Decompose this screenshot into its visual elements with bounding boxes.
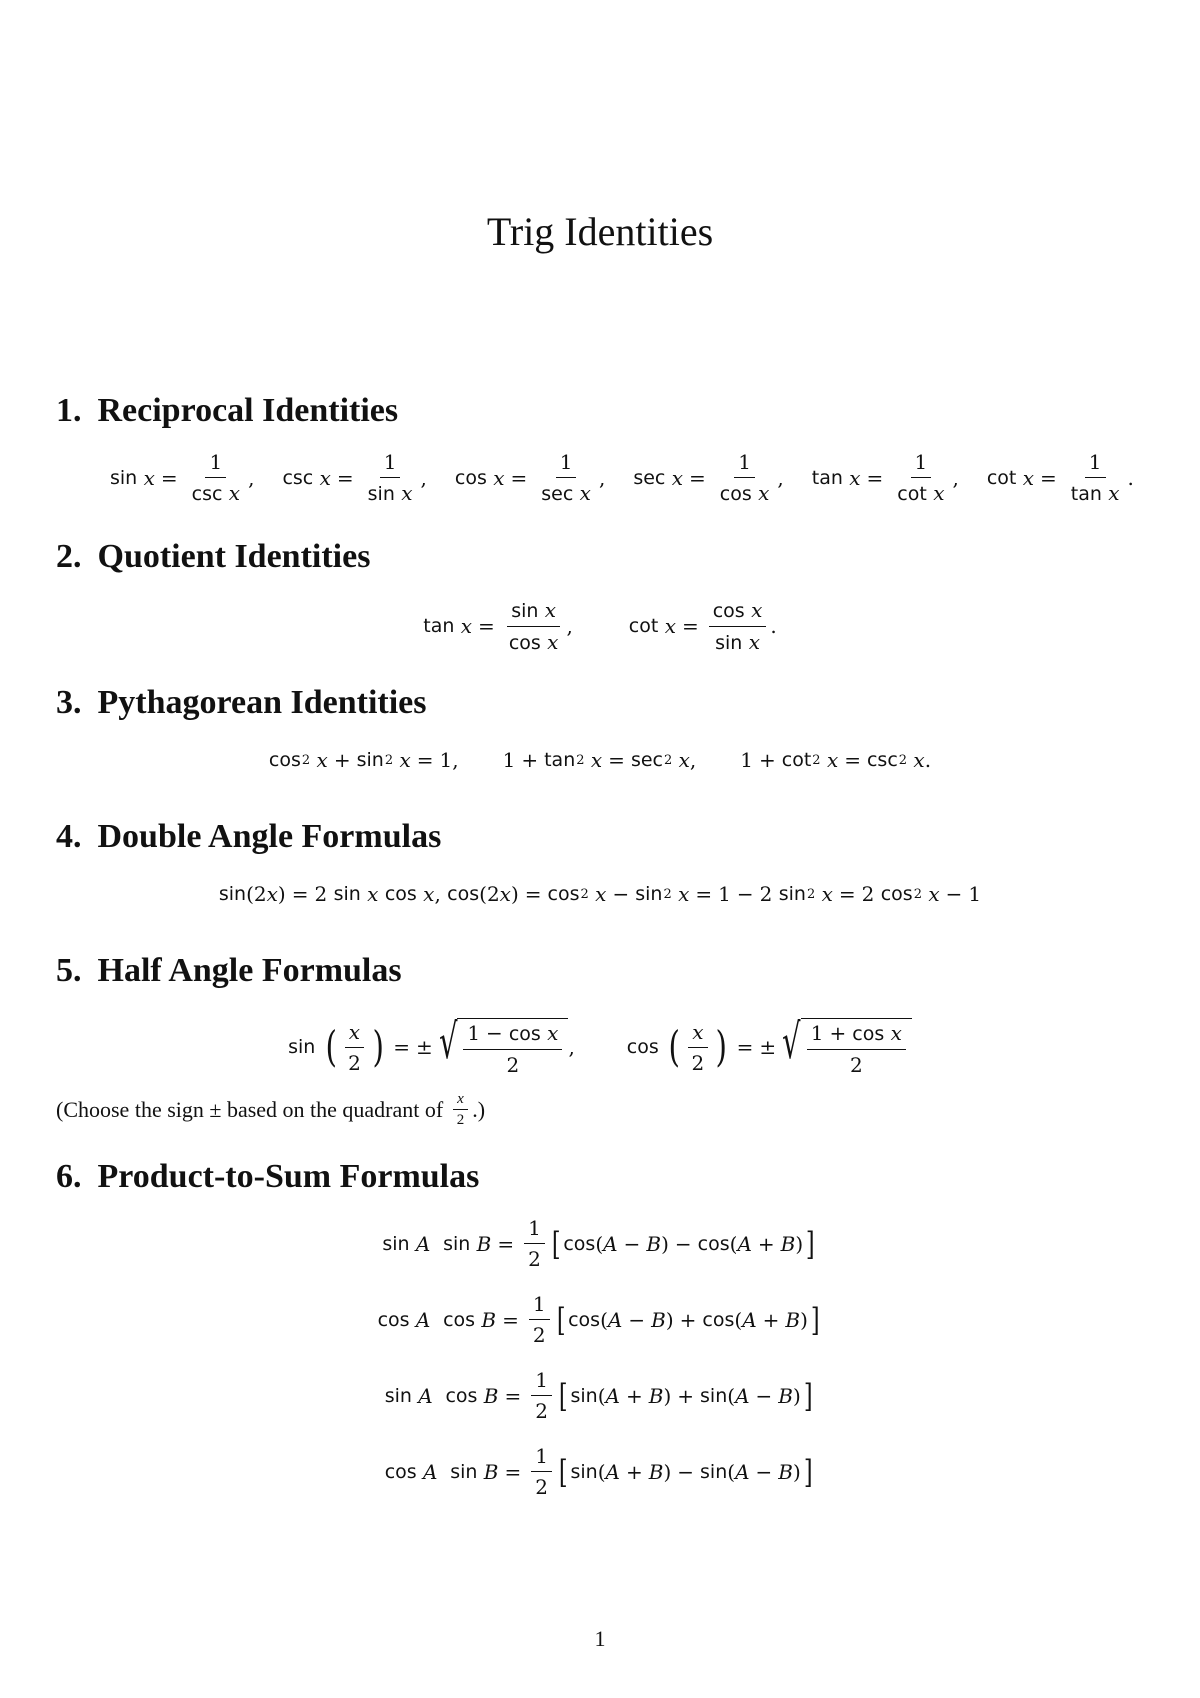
section-heading-half-angle	[56, 952, 402, 990]
page-title: Trig Identities	[486, 209, 714, 254]
section-title: Double Angle Formulas	[97, 818, 442, 855]
section-heading-product-to-sum	[56, 1158, 479, 1196]
section-heading-pythagorean	[56, 684, 426, 722]
note-text: (Choose the sign ± based on the quadrant of	[56, 1096, 444, 1122]
equation-half-angle: sin ( $\frac{x}{2}$ ) = ± √ $\frac{\text{1 − cos x}}{2}$ , cos ( $\frac{x}{2}$ ) = ± √ $\frac{\text{1 + cos x}}{2}$	[0, 1018, 1200, 1077]
section-title: Reciprocal Identities	[97, 392, 399, 429]
page-number: 1	[594, 1626, 606, 1651]
equation-double-angle: sin (2 x ) = 2 sin x cos x , cos (2 x ) = cos 2 x − sin 2 x = 1 − 2 sin 2 x = 2 cos 2 x − 1	[218, 882, 982, 906]
equation-reciprocal: sin x = $\frac{1}{\text{csc x}}$ , csc x = $\frac{1}{\text{sin x}}$ , cos x = $\frac{1}{\text{sec x}}$ , sec x = $\frac{1}{\text{cos x}}$ , tan x = $\frac{1}{\text{cot x}}$ , cot x = $\frac{1}{\text{tan x}}$ .	[110, 450, 1134, 505]
section-title: Quotient Identities	[97, 538, 371, 575]
section-number: 5.	[56, 952, 82, 989]
section-number: 2.	[56, 538, 82, 575]
section-title: Half Angle Formulas	[97, 952, 402, 989]
equation-pythagorean: cos 2 x + sin 2 x = 1, 1 + tan 2 x = sec 2 x , 1 + cot 2 x = csc 2 x .	[268, 748, 932, 772]
note-text-end: .)	[472, 1096, 486, 1122]
equation-cos-cos: cos A cos B = $\frac{1}{2}$ [ cos ( A − B ) + cos ( A + B ) ]	[377, 1292, 820, 1347]
equation-quotient: tan x = $\frac{\text{sin x}}{\text{cos x}}$ , cot x = $\frac{\text{cos x}}{\text{sin x}}$ .	[423, 598, 777, 654]
half-angle-note: (Choose the sign ± based on the quadrant of $\frac{x}{2}$ .)	[56, 1091, 486, 1128]
section-heading-double-angle	[56, 818, 441, 856]
equation-sin-cos: sin A cos B = $\frac{1}{2}$ [ sin ( A + B ) + sin ( A − B ) ]	[384, 1368, 813, 1423]
section-number: 1.	[56, 392, 82, 429]
section-number: 4.	[56, 818, 82, 855]
section-number: 3.	[56, 684, 82, 721]
section-title: Pythagorean Identities	[97, 684, 427, 721]
section-heading-reciprocal	[56, 392, 398, 430]
section-heading-quotient	[56, 538, 370, 576]
section-title: Product-to-Sum Formulas	[97, 1158, 480, 1195]
equation-sin-sin: sin A sin B = $\frac{1}{2}$ [ cos ( A − B ) − cos ( A + B ) ]	[382, 1216, 815, 1271]
equation-cos-sin: cos A sin B = $\frac{1}{2}$ [ sin ( A + B ) − sin ( A − B ) ]	[384, 1444, 813, 1499]
section-number: 6.	[56, 1158, 82, 1195]
